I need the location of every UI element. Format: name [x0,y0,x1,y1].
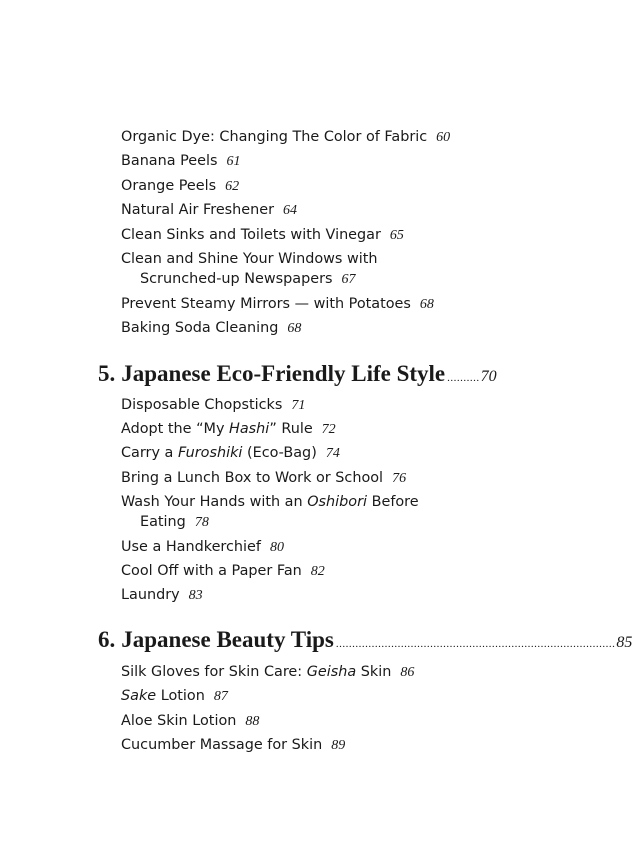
toc-entry [121,318,501,339]
dot-leader: .......... [447,372,480,384]
entry-page-number: 65 [389,228,404,243]
toc-entry [121,585,501,606]
toc-entry [121,249,501,290]
entry-title-italic: Sake [121,688,157,704]
chapter-number: 5. [98,361,116,386]
entry-title-italic: Furoshiki [177,445,243,461]
entry-title: Cucumber Massage for Skin [121,737,323,753]
entry-title: Baking Soda Cleaning [121,320,279,336]
toc-entry [121,294,501,315]
toc-entry [121,468,501,489]
toc-entry [121,419,501,440]
toc-entry [121,537,501,558]
entry-title-part: ” Rule [269,421,313,437]
entry-page-number: 87 [213,689,228,704]
entry-title: Prevent Steamy Mirrors — with Potatoes [121,296,411,312]
entry-title-part: Lotion [156,688,205,704]
entry-page-number: 80 [269,540,284,555]
entry-page-number: 71 [291,398,306,413]
toc-entry [121,176,501,197]
entry-page-number: 78 [194,515,209,530]
entry-title-part: Before [367,494,419,510]
toc-entry [121,711,501,732]
entry-page-number: 88 [245,714,260,729]
toc-entry [121,151,501,172]
entry-title: Laundry [121,587,180,603]
toc-entry [121,662,501,683]
entry-page-number: 82 [310,564,325,579]
entry-page-number: 68 [287,321,302,336]
chapter-number: 6. [98,627,116,652]
entry-title: Clean and Shine Your Windows with [121,251,378,267]
entry-page-number: 86 [400,665,415,680]
entry-title-continued: Scrunched-up Newspapers [140,271,333,287]
entry-page-number: 83 [188,588,203,603]
entry-page-number: 60 [436,130,451,145]
entry-page-number: 76 [392,471,407,486]
chapter-heading [98,627,632,653]
entry-page-number: 74 [325,446,340,461]
entry-title: Bring a Lunch Box to Work or School [121,470,384,486]
toc-entry [121,127,501,148]
entry-title-part: Carry a [121,445,178,461]
dot-leader: ...................................................................................... [335,638,616,650]
chapter-page-number: 70 [480,368,497,385]
entry-title-part: (Eco-Bag) [242,445,317,461]
entry-page-number: 62 [225,179,240,194]
chapter-title: Japanese Eco-Friendly Life Style [121,361,446,386]
toc-entry [121,561,501,582]
entry-title-italic: Oshibori [307,494,368,510]
entry-title: Aloe Skin Lotion [121,713,237,729]
entry-title: Use a Handkerchief [121,539,261,555]
chapter-page-number: 85 [616,634,632,651]
entry-page-number: 72 [321,422,336,437]
toc-entry [121,395,501,416]
entry-title: Natural Air Freshener [121,202,275,218]
entry-page-number: 67 [341,272,356,287]
toc-entry [121,492,501,533]
entry-title: Orange Peels [121,178,217,194]
entry-title: Banana Peels [121,153,218,169]
entry-title-part: Silk Gloves for Skin Care: [121,664,307,680]
toc-entry [121,443,501,464]
toc-entry [121,225,501,246]
toc-entry [121,200,501,221]
entry-title-italic: Hashi [229,421,270,437]
entry-title-continued: Eating [140,514,186,530]
entry-title: Disposable Chopsticks [121,397,283,413]
entry-title-italic: Geisha [306,664,357,680]
entry-title-part: Adopt the “My [121,421,230,437]
entry-title: Clean Sinks and Toilets with Vinegar [121,227,381,243]
entry-title-part: Wash Your Hands with an [121,494,308,510]
chapter-heading [98,361,497,387]
toc-entry [121,735,501,756]
entry-title-part: Skin [356,664,392,680]
entry-page-number: 61 [226,154,241,169]
chapter-title: Japanese Beauty Tips [121,627,334,652]
entry-title: Cool Off with a Paper Fan [121,563,302,579]
entry-page-number: 64 [283,203,298,218]
entry-title: Organic Dye: Changing The Color of Fabric [121,129,428,145]
entry-page-number: 68 [419,297,434,312]
entry-page-number: 89 [331,738,346,753]
toc-entry [121,686,501,707]
